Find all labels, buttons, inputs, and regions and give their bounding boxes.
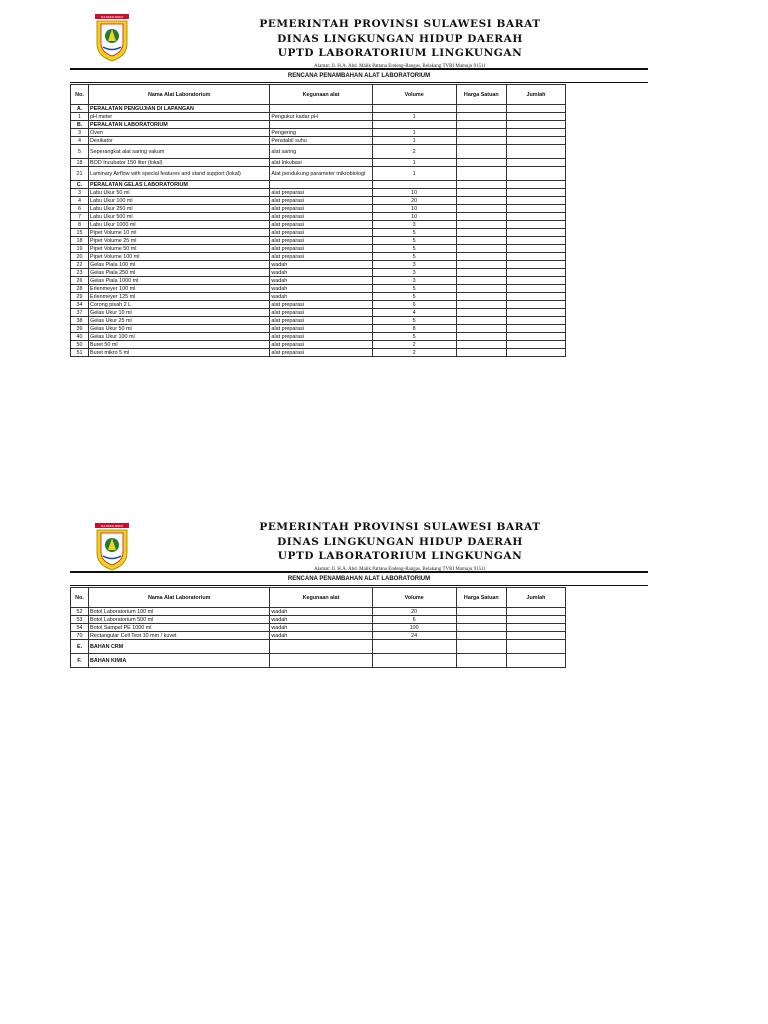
cell-unit-price xyxy=(456,205,506,213)
province-emblem-icon xyxy=(92,523,132,571)
cell-volume: 20 xyxy=(372,197,456,205)
col-header-use: Kegunaan alat xyxy=(270,85,372,105)
cell-use: alat preparasi xyxy=(270,213,372,221)
table-row xyxy=(71,608,566,616)
cell-name: BOD Incubator 150 liter (lokal) xyxy=(89,159,270,167)
cell-total xyxy=(506,654,565,668)
cell-total xyxy=(506,197,565,205)
cell-total xyxy=(506,608,565,616)
letterhead-address: Alamat: Jl. H.A. Abd. Malik Pattana Endeng-Rangas, Belakang TVRI Mamuju 91511 xyxy=(314,566,486,572)
cell-name: Labu Ukur 50 ml xyxy=(89,189,270,197)
cell-volume: 1 xyxy=(372,129,456,137)
cell-unit-price xyxy=(456,301,506,309)
title-divider xyxy=(70,82,648,83)
cell-volume xyxy=(372,121,456,129)
cell-unit-price xyxy=(456,325,506,333)
cell-volume: 20 xyxy=(372,608,456,616)
cell-volume: 100 xyxy=(372,624,456,632)
cell-total xyxy=(506,624,565,632)
cell-total xyxy=(506,277,565,285)
cell-total xyxy=(506,229,565,237)
cell-no: A. xyxy=(71,105,89,113)
cell-total xyxy=(506,237,565,245)
cell-unit-price xyxy=(456,137,506,145)
cell-name: pH meter xyxy=(89,113,270,121)
section-row xyxy=(71,640,566,654)
equipment-table-page-2 xyxy=(70,587,566,668)
cell-no: 40 xyxy=(71,333,89,341)
table-row xyxy=(71,341,566,349)
cell-no: 29 xyxy=(71,293,89,301)
cell-unit-price xyxy=(456,213,506,221)
table-row xyxy=(71,221,566,229)
cell-use: wadah xyxy=(270,277,372,285)
col-header-unit-price: Harga Satuan xyxy=(456,588,506,608)
cell-name: Botol Laboratorium 500 ml xyxy=(89,616,270,624)
cell-use: alat preparasi xyxy=(270,341,372,349)
cell-total xyxy=(506,167,565,181)
cell-use: wadah xyxy=(270,616,372,624)
cell-name: Desikator xyxy=(89,137,270,145)
cell-total xyxy=(506,129,565,137)
cell-unit-price xyxy=(456,293,506,301)
table-row xyxy=(71,137,566,145)
cell-volume: 1 xyxy=(372,167,456,181)
cell-total xyxy=(506,269,565,277)
cell-no: 15 xyxy=(71,229,89,237)
col-header-no: No. xyxy=(71,588,89,608)
letterhead-line-3: UPTD LABORATORIUM LINGKUNGAN xyxy=(277,47,523,59)
col-header-total: Jumlah xyxy=(506,85,565,105)
letterhead-line-3: UPTD LABORATORIUM LINGKUNGAN xyxy=(277,550,523,562)
cell-use: alat preparasi xyxy=(270,309,372,317)
cell-volume: 3 xyxy=(372,261,456,269)
cell-total xyxy=(506,309,565,317)
cell-volume: 10 xyxy=(372,213,456,221)
cell-volume: 3 xyxy=(372,277,456,285)
cell-no: 22 xyxy=(71,261,89,269)
cell-unit-price xyxy=(456,167,506,181)
cell-use: alat saring xyxy=(270,145,372,159)
table-row xyxy=(71,277,566,285)
cell-unit-price xyxy=(456,333,506,341)
cell-total xyxy=(506,245,565,253)
cell-volume: 8 xyxy=(372,325,456,333)
cell-unit-price xyxy=(456,608,506,616)
cell-use: Pengering xyxy=(270,129,372,137)
cell-total xyxy=(506,181,565,189)
cell-name: Gelas Ukur 10 ml xyxy=(89,309,270,317)
cell-name: Gelas Piala 100 ml xyxy=(89,261,270,269)
cell-volume xyxy=(372,181,456,189)
cell-total xyxy=(506,121,565,129)
cell-volume: 2 xyxy=(372,145,456,159)
cell-name: Seperangkat alat saring vakum xyxy=(89,145,270,159)
cell-no: 18 xyxy=(71,159,89,167)
cell-unit-price xyxy=(456,237,506,245)
col-header-volume: Volume xyxy=(372,85,456,105)
cell-no: 8 xyxy=(71,221,89,229)
cell-unit-price xyxy=(456,113,506,121)
cell-volume: 5 xyxy=(372,253,456,261)
cell-volume: 5 xyxy=(372,333,456,341)
table-row xyxy=(71,159,566,167)
cell-unit-price xyxy=(456,253,506,261)
cell-use xyxy=(270,121,372,129)
cell-volume: 3 xyxy=(372,269,456,277)
cell-total xyxy=(506,349,565,357)
cell-total xyxy=(506,113,565,121)
svg-text:SULAWESI BARAT: SULAWESI BARAT xyxy=(100,15,124,19)
cell-volume: 5 xyxy=(372,317,456,325)
col-header-total: Jumlah xyxy=(506,588,565,608)
cell-volume xyxy=(372,640,456,654)
cell-no: 3 xyxy=(71,129,89,137)
cell-total xyxy=(506,325,565,333)
cell-use: wadah xyxy=(270,293,372,301)
cell-name: Erlenmeyer 125 ml xyxy=(89,293,270,301)
cell-volume: 6 xyxy=(372,301,456,309)
cell-volume: 3 xyxy=(372,221,456,229)
province-emblem-icon xyxy=(92,14,132,62)
cell-use: wadah xyxy=(270,608,372,616)
cell-use: wadah xyxy=(270,632,372,640)
cell-total xyxy=(506,137,565,145)
cell-total xyxy=(506,145,565,159)
cell-no: 5 xyxy=(71,145,89,159)
cell-total xyxy=(506,213,565,221)
table-row xyxy=(71,129,566,137)
header-divider xyxy=(70,571,648,573)
table-row xyxy=(71,624,566,632)
cell-name: Gelas Piala 1000 ml xyxy=(89,277,270,285)
cell-unit-price xyxy=(456,624,506,632)
cell-volume: 2 xyxy=(372,341,456,349)
cell-unit-price xyxy=(456,285,506,293)
cell-unit-price xyxy=(456,129,506,137)
table-row xyxy=(71,205,566,213)
cell-volume: 2 xyxy=(372,349,456,357)
cell-volume: 10 xyxy=(372,189,456,197)
section-row xyxy=(71,105,566,113)
cell-use: Alat pendukung parameter mikrobiologi xyxy=(270,167,372,181)
col-header-unit-price: Harga Satuan xyxy=(456,85,506,105)
cell-no: 53 xyxy=(71,616,89,624)
table-title: RENCANA PENAMBAHAN ALAT LABORATORIUM xyxy=(287,73,431,79)
cell-volume: 1 xyxy=(372,113,456,121)
table-row xyxy=(71,245,566,253)
letterhead-line-1: PEMERINTAH PROVINSI SULAWESI BARAT xyxy=(259,521,541,533)
cell-name: PERALATAN GELAS LABORATORIUM xyxy=(89,181,270,189)
cell-unit-price xyxy=(456,145,506,159)
cell-use: alat preparasi xyxy=(270,197,372,205)
table-row xyxy=(71,269,566,277)
cell-unit-price xyxy=(456,197,506,205)
cell-no: C. xyxy=(71,181,89,189)
table-row xyxy=(71,349,566,357)
cell-use: alat preparasi xyxy=(270,189,372,197)
cell-volume: 5 xyxy=(372,229,456,237)
cell-unit-price xyxy=(456,277,506,285)
cell-name: Labu Ukur 250 ml xyxy=(89,205,270,213)
table-row xyxy=(71,285,566,293)
cell-total xyxy=(506,205,565,213)
cell-use: alat preparasi xyxy=(270,229,372,237)
cell-name: BAHAN CRM xyxy=(89,640,270,654)
section-row xyxy=(71,121,566,129)
cell-name: Gelas Ukur 50 ml xyxy=(89,325,270,333)
cell-no: 3 xyxy=(71,189,89,197)
cell-no: 4 xyxy=(71,197,89,205)
cell-volume: 1 xyxy=(372,159,456,167)
cell-total xyxy=(506,253,565,261)
cell-total xyxy=(506,293,565,301)
cell-no: 20 xyxy=(71,253,89,261)
cell-total xyxy=(506,632,565,640)
cell-no: 23 xyxy=(71,269,89,277)
cell-unit-price xyxy=(456,159,506,167)
table-row xyxy=(71,261,566,269)
cell-name: Labu Ukur 1000 ml xyxy=(89,221,270,229)
letterhead-line-2: DINAS LINGKUNGAN HIDUP DAERAH xyxy=(277,32,523,45)
cell-volume: 4 xyxy=(372,309,456,317)
cell-use: alat preparasi xyxy=(270,253,372,261)
cell-use xyxy=(270,640,372,654)
cell-volume: 5 xyxy=(372,293,456,301)
cell-use: alat preparasi xyxy=(270,301,372,309)
table-row xyxy=(71,213,566,221)
cell-unit-price xyxy=(456,189,506,197)
table-row xyxy=(71,616,566,624)
table-row xyxy=(71,253,566,261)
cell-use: alat Inkubasi xyxy=(270,159,372,167)
cell-use: alat preparasi xyxy=(270,237,372,245)
cell-no: 26 xyxy=(71,277,89,285)
cell-no: 18 xyxy=(71,237,89,245)
letterhead xyxy=(230,520,570,573)
cell-unit-price xyxy=(456,616,506,624)
cell-no: 1 xyxy=(71,113,89,121)
section-row xyxy=(71,654,566,668)
cell-name: Pipet Volume 50 ml xyxy=(89,245,270,253)
table-row xyxy=(71,229,566,237)
cell-total xyxy=(506,285,565,293)
cell-name: Erlenmeyer 100 ml xyxy=(89,285,270,293)
cell-no: 38 xyxy=(71,317,89,325)
cell-name: Oven xyxy=(89,129,270,137)
table-title: RENCANA PENAMBAHAN ALAT LABORATORIUM xyxy=(287,576,431,582)
cell-no: 54 xyxy=(71,624,89,632)
cell-total xyxy=(506,317,565,325)
equipment-table-page-1 xyxy=(70,84,566,357)
cell-name: Buret 50 ml xyxy=(89,341,270,349)
table-row xyxy=(71,333,566,341)
table-row xyxy=(71,113,566,121)
cell-volume: 10 xyxy=(372,205,456,213)
cell-volume: 5 xyxy=(372,285,456,293)
cell-volume: 24 xyxy=(372,632,456,640)
cell-total xyxy=(506,221,565,229)
cell-use: Pengukur kadar pH xyxy=(270,113,372,121)
cell-unit-price xyxy=(456,640,506,654)
cell-total xyxy=(506,159,565,167)
col-header-name: Nama Alat Laboratorium xyxy=(89,85,270,105)
col-header-volume: Volume xyxy=(372,588,456,608)
cell-no: 34 xyxy=(71,301,89,309)
cell-total xyxy=(506,616,565,624)
cell-name: Pipet Volume 25 ml xyxy=(89,237,270,245)
cell-use xyxy=(270,181,372,189)
letterhead-address: Alamat: Jl. H.A. Abd. Malik Pattana Endeng-Rangas, Belakang TVRI Mamuju 91511 xyxy=(314,63,486,69)
cell-use: alat preparasi xyxy=(270,317,372,325)
cell-no: 21 xyxy=(71,167,89,181)
cell-use: wadah xyxy=(270,624,372,632)
cell-no: 52 xyxy=(71,608,89,616)
cell-no: 70 xyxy=(71,632,89,640)
cell-no: 51 xyxy=(71,349,89,357)
cell-no: 6 xyxy=(71,205,89,213)
cell-use: alat preparasi xyxy=(270,205,372,213)
cell-total xyxy=(506,333,565,341)
cell-no: 4 xyxy=(71,137,89,145)
cell-total xyxy=(506,640,565,654)
table-body-page-1 xyxy=(71,105,566,357)
header-divider xyxy=(70,68,648,70)
cell-volume xyxy=(372,105,456,113)
col-header-use: Kegunaan alat xyxy=(270,588,372,608)
cell-unit-price xyxy=(456,181,506,189)
cell-no: E. xyxy=(71,640,89,654)
table-row xyxy=(71,197,566,205)
table-row xyxy=(71,301,566,309)
cell-use: alat preparasi xyxy=(270,221,372,229)
cell-use: alat preparasi xyxy=(270,333,372,341)
cell-name: Buret mikro 5 ml xyxy=(89,349,270,357)
cell-name: Labu Ukur 100 ml xyxy=(89,197,270,205)
title-divider xyxy=(70,585,648,586)
letterhead-line-1: PEMERINTAH PROVINSI SULAWESI BARAT xyxy=(259,18,541,30)
cell-no: 37 xyxy=(71,309,89,317)
cell-use: alat preparasi xyxy=(270,349,372,357)
cell-unit-price xyxy=(456,349,506,357)
table-row xyxy=(71,237,566,245)
cell-volume: 1 xyxy=(372,137,456,145)
cell-name: Pipet Volume 100 ml xyxy=(89,253,270,261)
cell-name: PERALATAN LABORATORIUM xyxy=(89,121,270,129)
cell-use: alat preparasi xyxy=(270,245,372,253)
cell-volume: 6 xyxy=(372,616,456,624)
section-row xyxy=(71,181,566,189)
cell-name: Botol Sampel PE 1000 ml xyxy=(89,624,270,632)
cell-unit-price xyxy=(456,341,506,349)
cell-use: Penstabil suhu xyxy=(270,137,372,145)
cell-use xyxy=(270,105,372,113)
cell-no: 50 xyxy=(71,341,89,349)
cell-total xyxy=(506,301,565,309)
cell-no: 28 xyxy=(71,285,89,293)
cell-name: Gelas Ukur 25 ml xyxy=(89,317,270,325)
svg-text:SULAWESI BARAT: SULAWESI BARAT xyxy=(100,524,124,528)
table-header-row xyxy=(71,588,566,608)
cell-use: wadah xyxy=(270,269,372,277)
cell-volume: 5 xyxy=(372,245,456,253)
col-header-no: No. xyxy=(71,85,89,105)
letterhead-line-2: DINAS LINGKUNGAN HIDUP DAERAH xyxy=(277,535,523,548)
cell-unit-price xyxy=(456,229,506,237)
cell-total xyxy=(506,189,565,197)
cell-name: Laminary Airflow with special features and stand support (lokal) xyxy=(89,167,270,181)
table-row xyxy=(71,309,566,317)
cell-use: wadah xyxy=(270,285,372,293)
cell-name: Gelas Ukur 100 ml xyxy=(89,333,270,341)
cell-unit-price xyxy=(456,317,506,325)
cell-volume: 5 xyxy=(372,237,456,245)
cell-no: F. xyxy=(71,654,89,668)
cell-unit-price xyxy=(456,632,506,640)
cell-name: Pipet Volume 10 ml xyxy=(89,229,270,237)
cell-unit-price xyxy=(456,245,506,253)
cell-name: Rectangular Cell Test 10 mm / kuvet xyxy=(89,632,270,640)
table-row xyxy=(71,167,566,181)
cell-total xyxy=(506,341,565,349)
table-body-page-2 xyxy=(71,608,566,668)
cell-unit-price xyxy=(456,121,506,129)
cell-use: alat preparasi xyxy=(270,325,372,333)
cell-name: Labu Ukur 500 ml xyxy=(89,213,270,221)
cell-use xyxy=(270,654,372,668)
table-row xyxy=(71,293,566,301)
cell-name: Gelas Piala 250 ml xyxy=(89,269,270,277)
cell-total xyxy=(506,261,565,269)
table-row xyxy=(71,189,566,197)
table-header-row xyxy=(71,85,566,105)
table-row xyxy=(71,317,566,325)
cell-unit-price xyxy=(456,261,506,269)
cell-no: B. xyxy=(71,121,89,129)
cell-name: Botol Laboratorium 100 ml xyxy=(89,608,270,616)
cell-name: Corong pisah 2 L xyxy=(89,301,270,309)
cell-volume xyxy=(372,654,456,668)
cell-no: 7 xyxy=(71,213,89,221)
cell-no: 39 xyxy=(71,325,89,333)
table-row xyxy=(71,325,566,333)
cell-unit-price xyxy=(456,105,506,113)
col-header-name: Nama Alat Laboratorium xyxy=(89,588,270,608)
cell-unit-price xyxy=(456,221,506,229)
table-row xyxy=(71,632,566,640)
cell-unit-price xyxy=(456,269,506,277)
cell-unit-price xyxy=(456,654,506,668)
cell-unit-price xyxy=(456,309,506,317)
cell-total xyxy=(506,105,565,113)
cell-no: 19 xyxy=(71,245,89,253)
letterhead xyxy=(230,17,570,70)
cell-name: PERALATAN PENGUJIAN DI LAPANGAN xyxy=(89,105,270,113)
table-row xyxy=(71,145,566,159)
cell-name: BAHAN KIMIA xyxy=(89,654,270,668)
cell-use: wadah xyxy=(270,261,372,269)
